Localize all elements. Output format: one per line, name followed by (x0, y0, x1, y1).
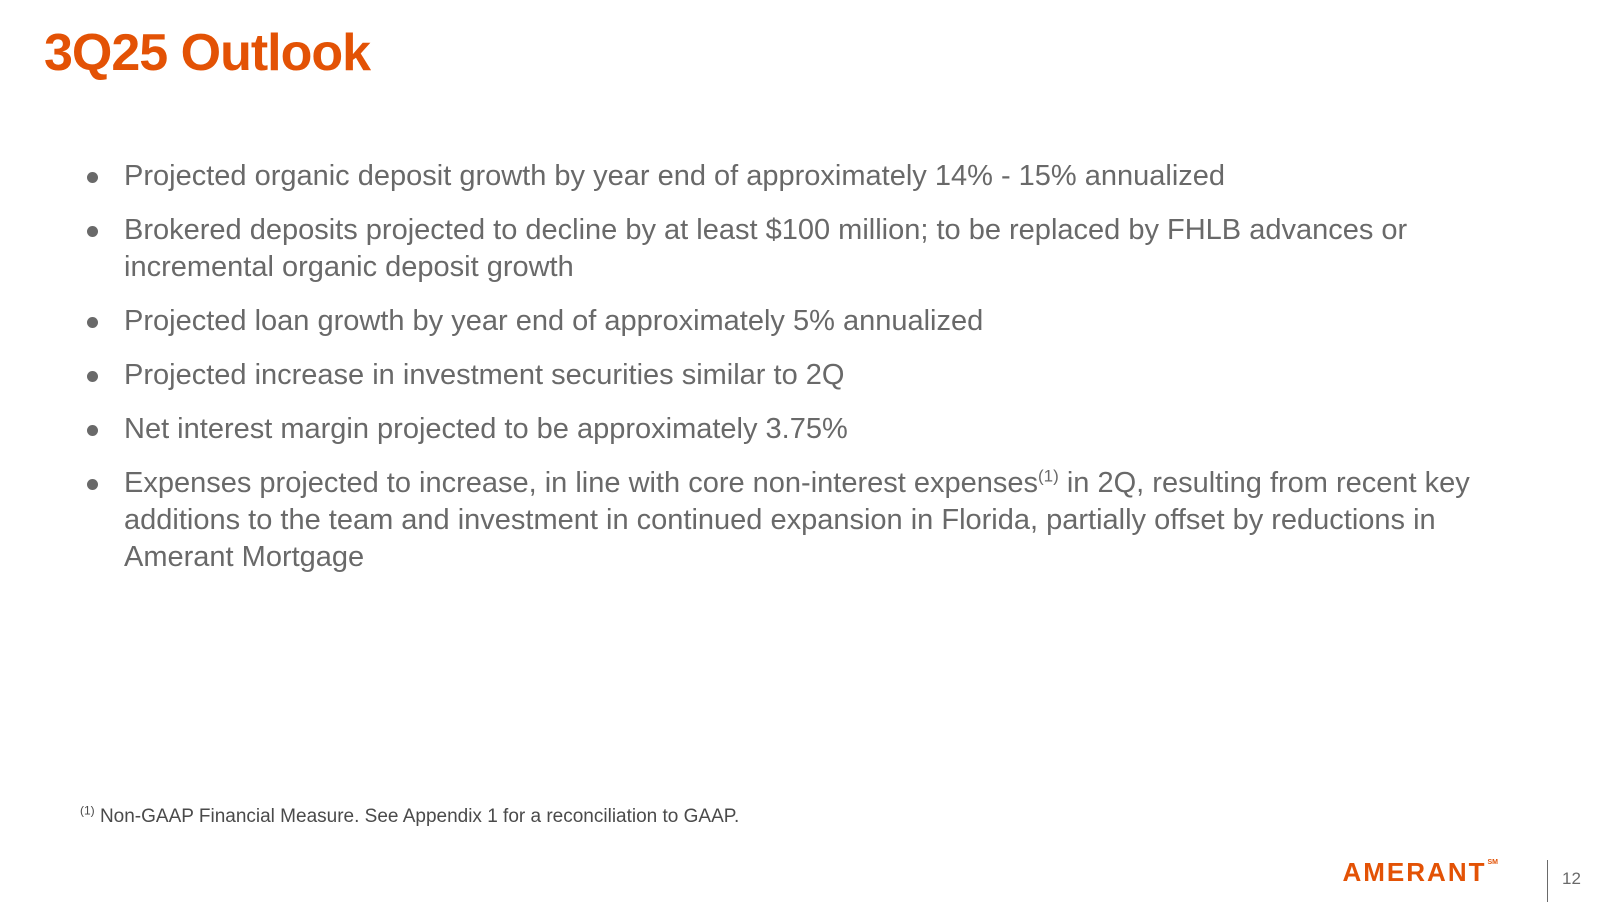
service-mark: SM (1487, 859, 1498, 866)
outlook-bullet-list (84, 158, 1484, 593)
footnote-reference: (1) (1038, 466, 1059, 486)
bullet-item-brokered-deposits (84, 212, 1484, 286)
logo-wordmark: AMERANT (1342, 857, 1487, 887)
bullet-dot-icon (87, 479, 98, 490)
bullet-item-loan-growth (84, 303, 1484, 340)
bullet-dot-icon (87, 371, 98, 382)
bullet-item-expenses (84, 465, 1484, 576)
bullet-item-deposit-growth (84, 158, 1484, 195)
bullet-text: Net interest margin projected to be approximately 3.75% (124, 413, 848, 445)
slide-title: 3Q25 Outlook (44, 24, 371, 82)
bullet-text: Projected loan growth by year end of approximately 5% annualized (124, 305, 984, 337)
amerant-logo (1343, 859, 1499, 885)
bullet-item-net-interest-margin (84, 411, 1484, 448)
bullet-text: Projected increase in investment securities similar to 2Q (124, 359, 845, 391)
footer-divider (1547, 860, 1548, 902)
page-number: 12 (1562, 869, 1581, 888)
bullet-dot-icon (87, 317, 98, 328)
footnote-text: Non-GAAP Financial Measure. See Appendix 1 for a reconciliation to GAAP. (94, 806, 740, 827)
bullet-text-before: Expenses projected to increase, in line with core non-interest expenses (124, 467, 1039, 499)
footnote (80, 803, 740, 828)
bullet-text: Brokered deposits projected to decline by at least $100 million; to be replaced by FHLB advances or incremental organic deposit growth (124, 214, 1408, 283)
bullet-dot-icon (87, 425, 98, 436)
bullet-text: Projected organic deposit growth by year end of approximately 14% - 15% annualized (124, 160, 1226, 192)
bullet-item-investment-securities (84, 357, 1484, 394)
bullet-dot-icon (87, 226, 98, 237)
bullet-text-after: in 2Q, resulting from recent key additions to the team and investment in continued expansion in Florida, partially offset by reductions in Amerant Mortgage (124, 467, 1470, 573)
bullet-dot-icon (87, 172, 98, 183)
footnote-marker: (1) (80, 803, 95, 818)
